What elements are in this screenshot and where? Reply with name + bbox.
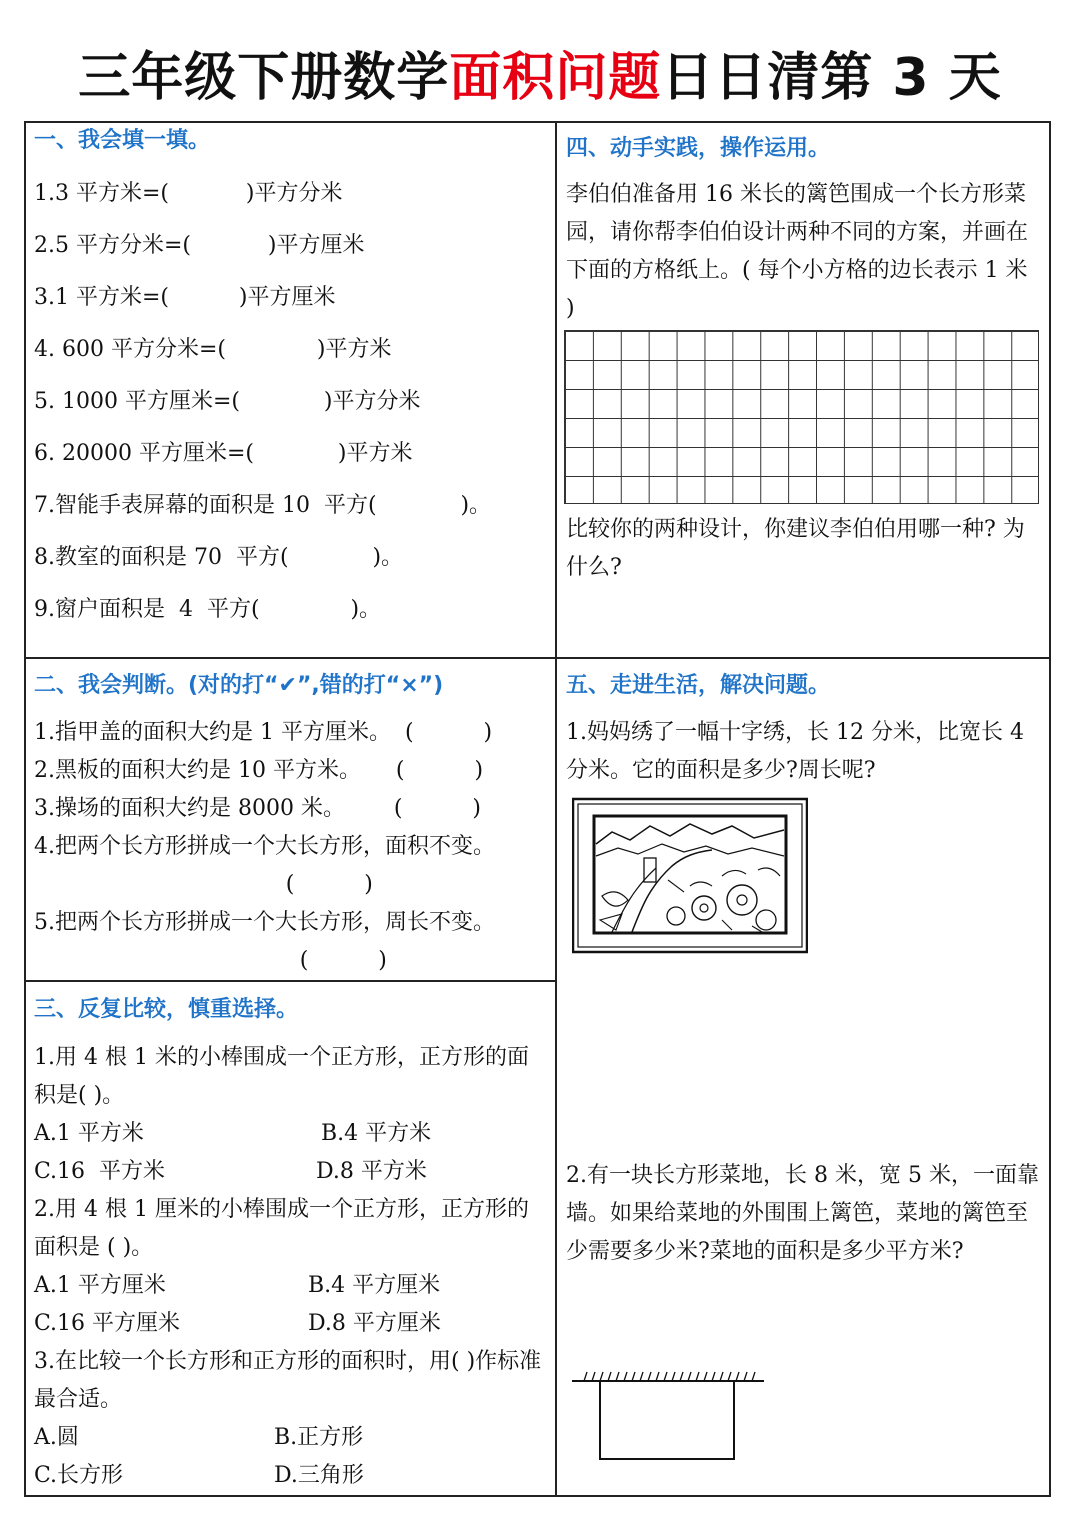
choice-q3: 3.在比较一个长方形和正方形的面积时，用( )作标准最合适。 [34, 1349, 542, 1412]
judge-item-1: 1.指甲盖的面积大约是 1 平方厘米。 ( ) [34, 720, 493, 745]
choice-q2: 2.用 4 根 1 厘米的小棒围成一个正方形，正方形的面积是 ( )。 [34, 1197, 529, 1260]
q1-option-c: C.16 平方米 [34, 1159, 166, 1184]
q1-option-d: D.8 平方米 [316, 1159, 427, 1184]
section-3-heading: 三、反复比较，慎重选择。 [34, 997, 299, 1022]
column-divider [555, 121, 557, 1497]
section-2-heading: 二、我会判断。(对的打“✔”,错的打“×”) [34, 673, 444, 698]
q3-option-d: D.三角形 [274, 1463, 364, 1488]
title-suffix: 日日清第 3 天 [661, 48, 1002, 108]
practice-question: 比较你的两种设计，你建议李伯伯用哪一种? 为什么? [566, 517, 1025, 580]
judge-item-4-answer: ( ) [34, 872, 373, 897]
q2-option-b: B.4 平方厘米 [308, 1273, 441, 1298]
title-highlight: 面积问题 [449, 48, 662, 108]
practice-text: 李伯伯准备用 16 米长的篱笆围成一个长方形菜园，请你帮李伯伯设计两种不同的方案，并画在下面的方格纸上。( 每个小方格的边长表示 1 米 ) [566, 182, 1029, 321]
vegetable-plot-diagram [572, 1370, 764, 1465]
life-q2-wrap [566, 1157, 1042, 1271]
q2-option-a: A.1 平方厘米 [34, 1273, 166, 1298]
section-5-heading: 五、走进生活，解决问题。 [566, 673, 831, 698]
practice-question-wrap [566, 511, 1042, 587]
fill-item-3: 3.1 平方米=( )平方厘米 [34, 285, 336, 310]
fill-item-5: 5. 1000 平方厘米=( )平方分米 [34, 389, 421, 414]
fill-item-7: 7.智能手表屏幕的面积是 10 平方( )。 [34, 493, 492, 518]
q1-option-a: A.1 平方米 [34, 1121, 144, 1146]
section-4-heading: 四、动手实践，操作运用。 [566, 136, 831, 161]
title-prefix: 三年级下册数学 [78, 48, 450, 108]
page-title [0, 48, 1080, 108]
cross-stitch-picture [572, 796, 808, 954]
section-life [566, 667, 1042, 790]
q3-option-b: B.正方形 [274, 1425, 364, 1450]
q2-option-d: D.8 平方厘米 [308, 1311, 441, 1336]
q2-option-c: C.16 平方厘米 [34, 1311, 181, 1336]
row-divider-1 [24, 657, 1051, 659]
fill-item-6: 6. 20000 平方厘米=( )平方米 [34, 441, 413, 466]
fill-item-9: 9.窗户面积是 4 平方( )。 [34, 597, 382, 622]
q3-option-c: C.长方形 [34, 1463, 124, 1488]
fill-item-1: 1.3 平方米=( )平方分米 [34, 181, 343, 206]
section-choice [34, 991, 549, 1495]
judge-item-2: 2.黑板的面积大约是 10 平方米。 ( ) [34, 758, 484, 783]
judge-item-5-answer: ( ) [34, 948, 387, 973]
judge-item-4: 4.把两个长方形拼成一个大长方形，面积不变。 [34, 834, 495, 859]
row-divider-2 [24, 980, 556, 982]
q1-option-b: B.4 平方米 [321, 1121, 432, 1146]
section-fill-blanks [34, 122, 549, 636]
section-practice [566, 130, 1042, 328]
fill-item-4: 4. 600 平方分米=( )平方米 [34, 337, 392, 362]
fill-item-2: 2.5 平方分米=( )平方厘米 [34, 233, 365, 258]
life-q1: 1.妈妈绣了一幅十字绣，长 12 分米，比宽长 4 分米。它的面积是多少?周长呢? [566, 720, 1024, 783]
grid-paper[interactable] [564, 330, 1039, 504]
section-judge [34, 667, 552, 980]
judge-item-5: 5.把两个长方形拼成一个大长方形，周长不变。 [34, 910, 495, 935]
choice-q1: 1.用 4 根 1 米的小棒围成一个正方形，正方形的面积是( )。 [34, 1045, 529, 1108]
life-q2: 2.有一块长方形菜地，长 8 米，宽 5 米，一面靠墙。如果给菜地的外围围上篱笆，菜地的篱笆至少需要多少米?菜地的面积是多少平方米? [566, 1163, 1039, 1264]
section-1-heading: 一、我会填一填。 [34, 128, 211, 153]
fill-item-8: 8.教室的面积是 70 平方( )。 [34, 545, 404, 570]
judge-item-3: 3.操场的面积大约是 8000 米。 ( ) [34, 796, 482, 821]
q3-option-a: A.圆 [34, 1425, 79, 1450]
